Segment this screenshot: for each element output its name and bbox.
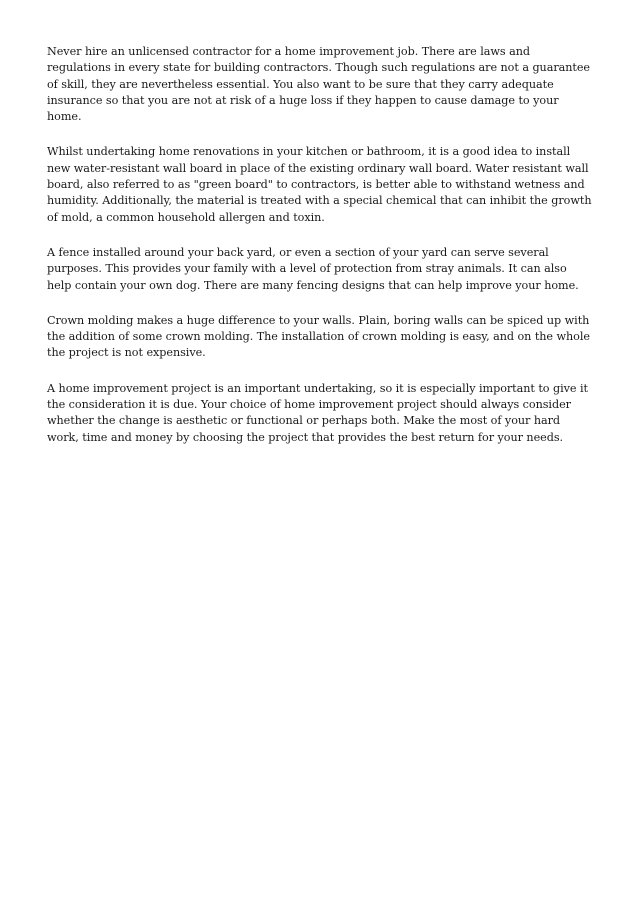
paragraph-fence: A fence installed around your back yard, or even a section of your yard can serve several purposes. This provides your family with a level of protection from stray animals. It can also help contain your own dog. There are many fencing designs that can help improve your home. (47, 245, 579, 292)
document-body (47, 44, 592, 465)
paragraph-contractor: Never hire an unlicensed contractor for a home improvement job. There are laws and regulations in every state for building contractors. Though such regulations are not a guarantee of skill, they are nevertheless essential. You also want to be sure that they carry adequate insurance so that you are not at risk of a huge loss if they happen to cause damage to your home. (47, 45, 590, 124)
paragraph-conclusion: A home improvement project is an important undertaking, so it is especially important to give it the consideration it is due. Your choice of home improvement project should always consider whether the change is aesthetic or functional or perhaps both. Make the most of your hard work, time and money by choosing the project that provides the best return for your needs. (47, 381, 588, 444)
paragraph-wall-board: Whilst undertaking home renovations in your kitchen or bathroom, it is a good idea to install new water-resistant wall board in place of the existing ordinary wall board. Water resistant wall board, also referred to as "green board" to contractors, is better able to withstand wetness and humidity. Additionally, the material is treated with a special chemical that can inhibit the growth of mold, a common household allergen and toxin. (47, 145, 592, 224)
paragraph-crown-molding: Crown molding makes a huge difference to your walls. Plain, boring walls can be spiced up with the addition of some crown molding. The installation of crown molding is easy, and on the whole the project is not expensive. (47, 313, 590, 360)
